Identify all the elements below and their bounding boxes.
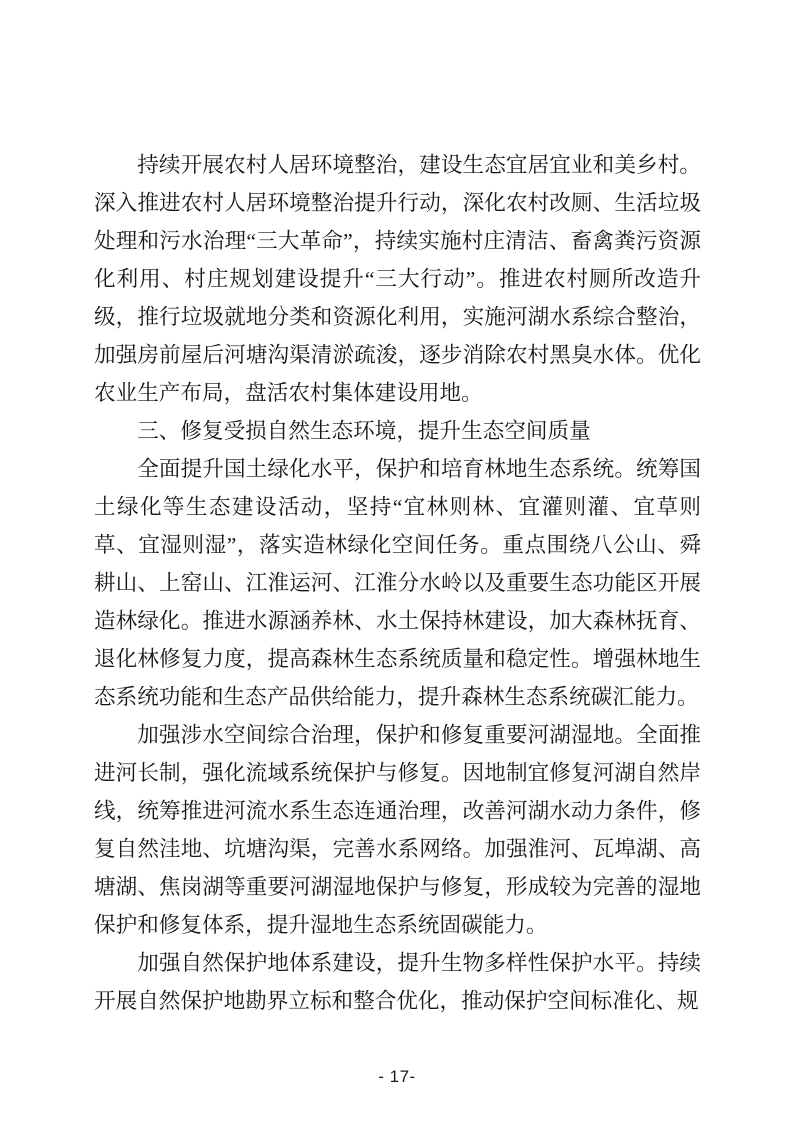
paragraph-water-wetlands: 加强涉水空间综合治理，保护和修复重要河湖湿地。全面推进河长制，强化流域系统保护与修复。因地制宜修复河湖自然岸线，统筹推进河流水系生态连通治理，改善河湖水动力条件，修复自然洼地、坑塘沟渠，完善水系网络。加强淮河、瓦埠湖、高塘湖、焦岗湖等重要河湖湿地保护与修复，形成较为完善的湿地保护和修复体系，提升湿地生态系统固碳能力。 — [94, 723, 701, 937]
page-number: - 17- — [378, 1067, 416, 1086]
paragraph-land-greening: 全面提升国土绿化水平，保护和培育林地生态系统。统筹国土绿化等生态建设活动，坚持“宜林则林、宜灌则灌、宜草则草、宜湿则湿”，落实造林绿化空间任务。重点围绕八公山、舜耕山、上窑山、江淮运河、江淮分水岭以及重要生态功能区开展造林绿化。推进水源涵养林、水土保持林建设，加大森林抚育、退化林修复力度，提高森林生态系统质量和稳定性。增强林地生态系统功能和生态产品供给能力，提升森林生态系统碳汇能力。 — [94, 457, 701, 709]
paragraph-nature-reserves: 加强自然保护地体系建设，提升生物多样性保护水平。持续开展自然保护地勘界立标和整合优化，推动保护空间标准化、规 — [94, 951, 701, 1013]
section-heading-3: 三、修复受损自然生态环境，提升生态空间质量 — [137, 419, 591, 443]
document-body — [94, 146, 701, 1020]
paragraph-rural-environment: 持续开展农村人居环境整治，建设生态宜居宜业和美乡村。深入推进农村人居环境整治提升行动，深化农村改厕、生活垃圾处理和污水治理“三大革命”，持续实施村庄清洁、畜禽粪污资源化利用、村庄规划建设提升“三大行动”。推进农村厕所改造升级，推行垃圾就地分类和资源化利用，实施河湖水系综合整治，加强房前屋后河塘沟渠清淤疏浚，逐步消除农村黑臭水体。优化农业生产布局，盘活农村集体建设用地。 — [94, 153, 701, 405]
